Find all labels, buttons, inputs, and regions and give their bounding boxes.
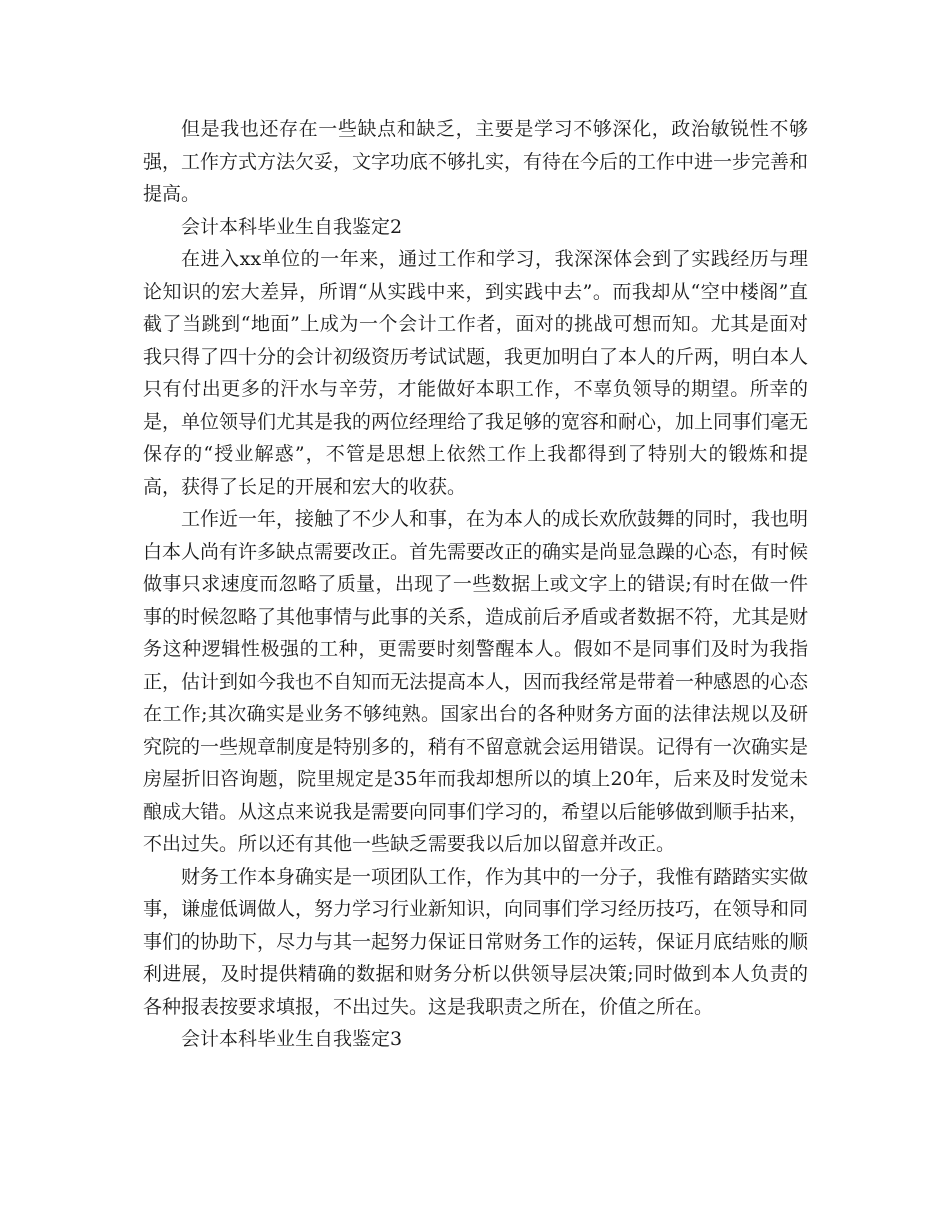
paragraph-areas-to-improve: 工作近一年，接触了不少人和事，在为本人的成长欢欣鼓舞的同时，我也明白本人尚有许多缺点需要改正。首先需要改正的确实是尚显急躁的心态，有时候做事只求速度而忽略了质量，出现了一些数据上或文字上的错误;有时在做一件事的时候忽略了其他事情与此事的关系，造成前后矛盾或者数据不符，尤其是财务这种逻辑性极强的工种，更需要时刻警醒本人。假如不是同事们及时为我指正，估计到如今我也不自知而无法提高本人，因而我经常是带着一种感恩的心态在工作;其次确实是业务不够纯熟。国家出台的各种财务方面的法律法规以及研究院的一些规章制度是特别多的，稍有不留意就会运用错误。记得有一次确实是房屋折旧咨询题，院里规定是35年而我却想所以的填上20年，后来及时发觉未酿成大错。从这点来说我是需要向同事们学习的，希望以后能够做到顺手拈来，不出过失。所以还有其他一些缺乏需要我以后加以留意并改正。 xyxy=(143,508,809,855)
section-heading-2: 会计本科毕业生自我鉴定2 xyxy=(181,215,403,238)
section-heading-3: 会计本科毕业生自我鉴定3 xyxy=(181,1028,403,1050)
paragraph-first-year: 在进入xx单位的一年来，通过工作和学习，我深深体会到了实践经历与理论知识的宏大差异，所谓“从实践中来，到实践中去”。而我却从“空中楼阁”直截了当跳到“地面”上成为一个会计工作者，面对的挑战可想而知。尤其是面对我只得了四十分的会计初级资历考试试题，我更加明白了本人的斤两，明白本人只有付出更多的汗水与辛劳，才能做好本职工作，不辜负领导的期望。所幸的是，单位领导们尤其是我的两位经理给了我足够的宽容和耐心，加上同事们毫无保存的“授业解惑”，不管是思想上依然工作上我都得到了特别大的锻炼和提高，获得了长足的开展和宏大的收获。 xyxy=(143,248,809,498)
document-page xyxy=(143,113,808,1056)
paragraph-shortcomings: 但是我也还存在一些缺点和缺乏，主要是学习不够深化，政治敏锐性不够强，工作方式方法欠妥，文字功底不够扎实，有待在今后的工作中进一步完善和提高。 xyxy=(143,118,809,205)
paragraph-teamwork: 财务工作本身确实是一项团队工作，作为其中的一分子，我惟有踏踏实实做事，谦虚低调做人，努力学习行业新知识，向同事们学习经历技巧，在领导和同事们的协助下，尽力与其一起努力保证日常财务工作的运转，保证月底结账的顺利进展，及时提供精确的数据和财务分析以供领导层决策;同时做到本人负责的各种报表按要求填报，不出过失。这是我职责之所在，价值之所在。 xyxy=(143,865,809,1018)
